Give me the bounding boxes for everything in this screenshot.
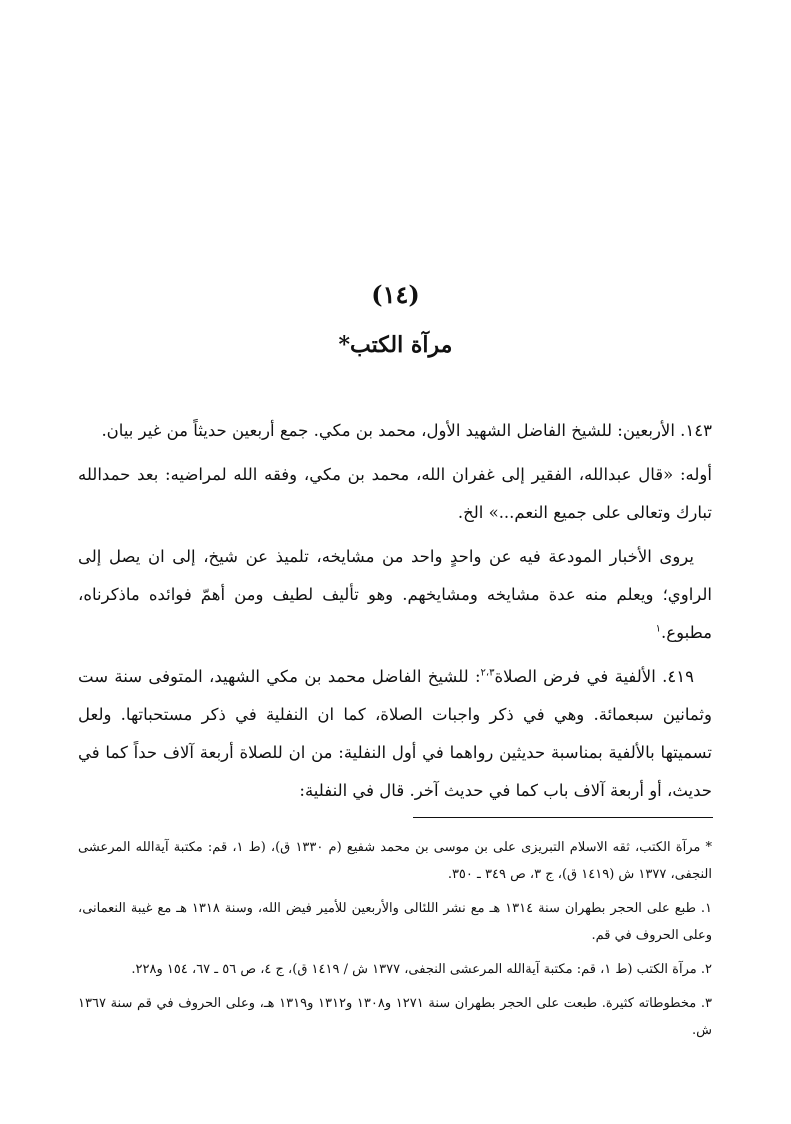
entry-143-description-text: يروى الأخبار المودعة فيه عن واحدٍ واحد من مشايخه، تلميذ عن شيخ، إلى ان يصل إلى الراوي؛ ويعلم منه عدة مشايخه ومشايخهم. وهو تأليف لطيف ومن أهمّ فوائده ماذكرناه، مطبوع. [78,547,712,642]
entry-419-body: : للشيخ الفاضل محمد بن مكي الشهيد، المتوفى سنة ست وثمانين سبعمائة. وهي في ذكر واجبات الصلاة، كما ان النفلية في ذكر مستحباتها. ولعل تسميتها بالألفية بمناسبة حديثين رواهما في أول النفلية: من ان للصلاة أربعة آلاف حداً كما في حديث، أو أربعة آلاف باب كما في حديث آخر. قال في النفلية: [78,667,712,800]
chapter-number: (١٤) [371,280,420,309]
footnote-2: ٢. مرآة الكتب (ط ١، قم: مكتبة آية‌الله المرعشى النجفى، ١٣٧٧ ش / ١٤١٩ ق)، ج ٤، ص ٥٦ ـ ٦٧، ١٥٤ و٢٢٨. [131,962,712,977]
footnote-source: * مرآة الكتب، ثقه الاسلام التبريزى على بن موسى بن محمد شفيع (م ١٣٣٠ ق)، (ط ١، قم: مكتبة آية‌الله المرعشى النجفى، ١٣٧٧ ش (١٤١٩ ق)، ج ٣، ص ٣٤٩ ـ ٣٥٠. [78,840,712,882]
footnote-divider [413,817,713,818]
entry-143-description [78,538,712,652]
footnote-ref-2-3: ٢،٣ [480,667,495,679]
footnote-3: ٣. مخطوطاته كثيرة. طبعت على الحجر بطهران سنة ١٢٧١ و١٣٠٨ و١٣١٢ و١٣١٩ هـ، وعلى الحروف في قم سنة ١٣٦٧ ش. [78,996,712,1038]
footnote-ref-1: ١ [655,623,662,635]
entry-419-title: ٤١٩. الألفية في فرض الصلاة [494,667,694,686]
chapter-title: مرآة الكتب* [338,332,453,358]
main-text [78,412,712,816]
entry-143-opening: أوله: «قال عبدالله، الفقير إلى غفران الله، محمد بن مكي، وفقه الله لمراضيه: بعد حمدالله تبارك وتعالى على جميع النعم...» الخ. [78,465,712,522]
footnote-1: ١. طبع على الحجر بطهران سنة ١٣١٤ هـ مع نشر اللئالى والأربعين للأمير فيض الله، وسنة ١٣١٨ هـ مع غيبة النعمانى، وعلى الحروف في قم. [78,901,712,943]
footnotes [78,834,712,1051]
entry-143-heading: ١٤٣. الأربعين: للشيخ الفاضل الشهيد الأول، محمد بن مكي. جمع أربعين حديثاً من غير بيان. [101,421,712,440]
entry-419-paragraph [78,658,712,810]
